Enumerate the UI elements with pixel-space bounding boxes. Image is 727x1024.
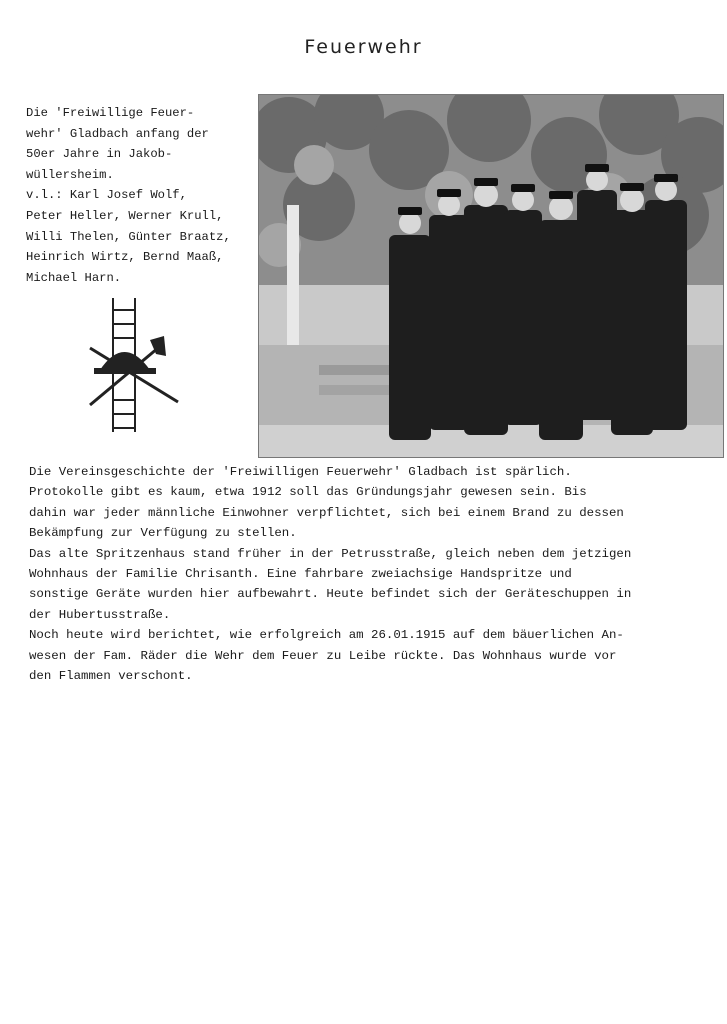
fire-brigade-emblem-icon	[80, 290, 190, 438]
body-line: Die Vereinsgeschichte der 'Freiwilligen Feuerwehr' Gladbach ist spärlich.	[29, 465, 572, 479]
body-line: Wohnhaus der Familie Chrisanth. Eine fahrbare zweiachsige Handspritze und	[29, 567, 572, 582]
photo-caption	[26, 103, 258, 288]
body-text	[29, 462, 719, 686]
body-line: wesen der Fam. Räder die Wehr dem Feuer zu Leibe rückte. Das Wohnhaus wurde vor	[29, 648, 617, 663]
caption-line: wüllersheim.	[26, 167, 114, 182]
caption-line: 50er Jahre in Jakob-	[26, 147, 173, 162]
body-line: Noch heute wird berichtet, wie erfolgreich am 26.01.1915 auf dem bäuerlichen An-	[29, 628, 624, 643]
body-line: Protokolle gibt es kaum, etwa 1912 soll das Gründungsjahr gewesen sein. Bis	[29, 485, 587, 500]
body-line: der Hubertusstraße.	[29, 607, 171, 622]
group-photo	[258, 94, 724, 458]
caption-line: Peter Heller, Werner Krull,	[26, 208, 224, 223]
page-title: Feuerwehr	[304, 36, 423, 58]
body-line: dahin war jeder männliche Einwohner verpflichtet, sich bei einem Brand zu dessen	[29, 505, 624, 520]
caption-line: Heinrich Wirtz, Bernd Maaß,	[26, 250, 224, 265]
body-line: Das alte Spritzenhaus stand früher in der Petrusstraße, gleich neben dem jetzigen	[29, 546, 632, 561]
caption-line: Die 'Freiwillige Feuer-	[26, 106, 195, 120]
caption-line: Willi Thelen, Günter Braatz,	[26, 229, 231, 244]
caption-line: v.l.: Karl Josef Wolf,	[26, 188, 187, 203]
body-line: Bekämpfung zur Verfügung zu stellen.	[29, 526, 297, 541]
caption-line: wehr' Gladbach anfang der	[26, 126, 209, 141]
body-line: den Flammen verschont.	[29, 669, 193, 684]
body-line: sonstige Geräte wurden hier aufbewahrt. Heute befindet sich der Geräteschuppen in	[29, 587, 632, 602]
caption-line: Michael Harn.	[26, 270, 122, 285]
